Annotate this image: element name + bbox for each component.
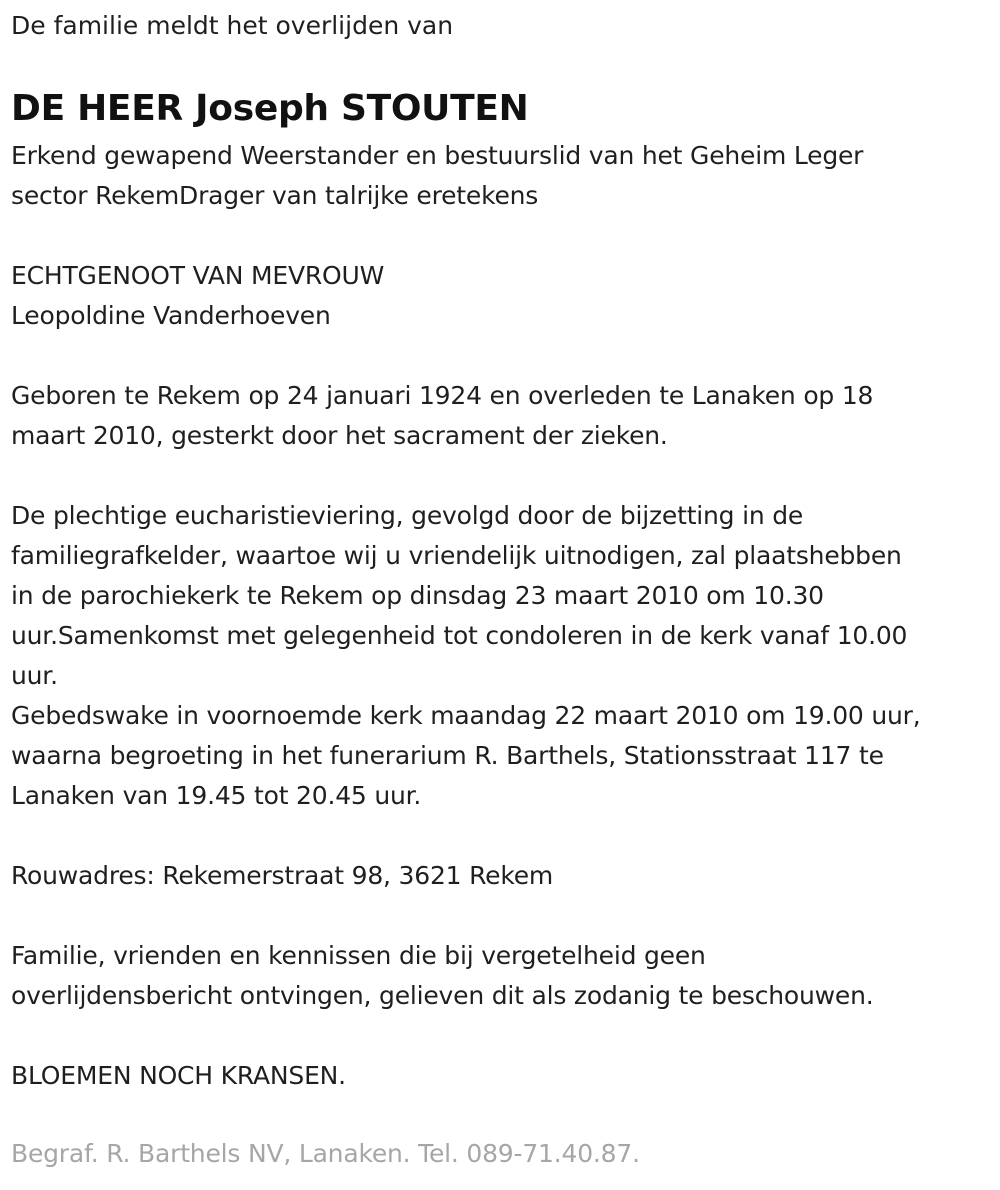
birth-death-line: maart 2010, gesterkt door het sacrament der zieken. bbox=[11, 421, 668, 450]
ceremony-line: uur. bbox=[11, 661, 58, 690]
mourning-address: Rouwadres: Rekemerstraat 98, 3621 Rekem bbox=[11, 861, 554, 890]
deceased-name: DE HEER Joseph STOUTEN bbox=[11, 88, 529, 129]
spouse-label: ECHTGENOOT VAN MEVROUW bbox=[11, 261, 385, 290]
ceremony-line: Gebedswake in voornoemde kerk maandag 22 maart 2010 om 19.00 uur, bbox=[11, 701, 921, 730]
intro-text: De familie meldt het overlijden van bbox=[11, 11, 454, 40]
flowers-note: BLOEMEN NOCH KRANSEN. bbox=[11, 1061, 346, 1090]
spacer bbox=[11, 816, 990, 856]
ceremony-line: waarna begroeting in het funerarium R. Barthels, Stationsstraat 117 te bbox=[11, 741, 884, 770]
spacer bbox=[11, 336, 990, 376]
birth-death-line: Geboren te Rekem op 24 januari 1924 en overleden te Lanaken op 18 bbox=[11, 381, 874, 410]
funeral-home-footer: Begraf. R. Barthels NV, Lanaken. Tel. 089-71.40.87. bbox=[11, 1139, 640, 1168]
spouse-name: Leopoldine Vanderhoeven bbox=[11, 301, 331, 330]
family-note-line: Familie, vrienden en kennissen die bij vergetelheid geen bbox=[11, 941, 706, 970]
spacer bbox=[11, 456, 990, 496]
ceremony-line: in de parochiekerk te Rekem op dinsdag 23 maart 2010 om 10.30 bbox=[11, 581, 824, 610]
spacer bbox=[11, 216, 990, 256]
ceremony-line: familiegrafkelder, waartoe wij u vriendelijk uitnodigen, zal plaatshebben bbox=[11, 541, 902, 570]
title-line: sector RekemDrager van talrijke eretekens bbox=[11, 181, 539, 210]
spacer bbox=[11, 896, 990, 936]
spacer bbox=[11, 1016, 990, 1056]
ceremony-line: uur.Samenkomst met gelegenheid tot condoleren in de kerk vanaf 10.00 bbox=[11, 621, 908, 650]
family-note-line: overlijdensbericht ontvingen, gelieven dit als zodanig te beschouwen. bbox=[11, 981, 874, 1010]
ceremony-line: De plechtige eucharistieviering, gevolgd door de bijzetting in de bbox=[11, 501, 804, 530]
title-line: Erkend gewapend Weerstander en bestuurslid van het Geheim Leger bbox=[11, 141, 864, 170]
ceremony-line: Lanaken van 19.45 tot 20.45 uur. bbox=[11, 781, 422, 810]
